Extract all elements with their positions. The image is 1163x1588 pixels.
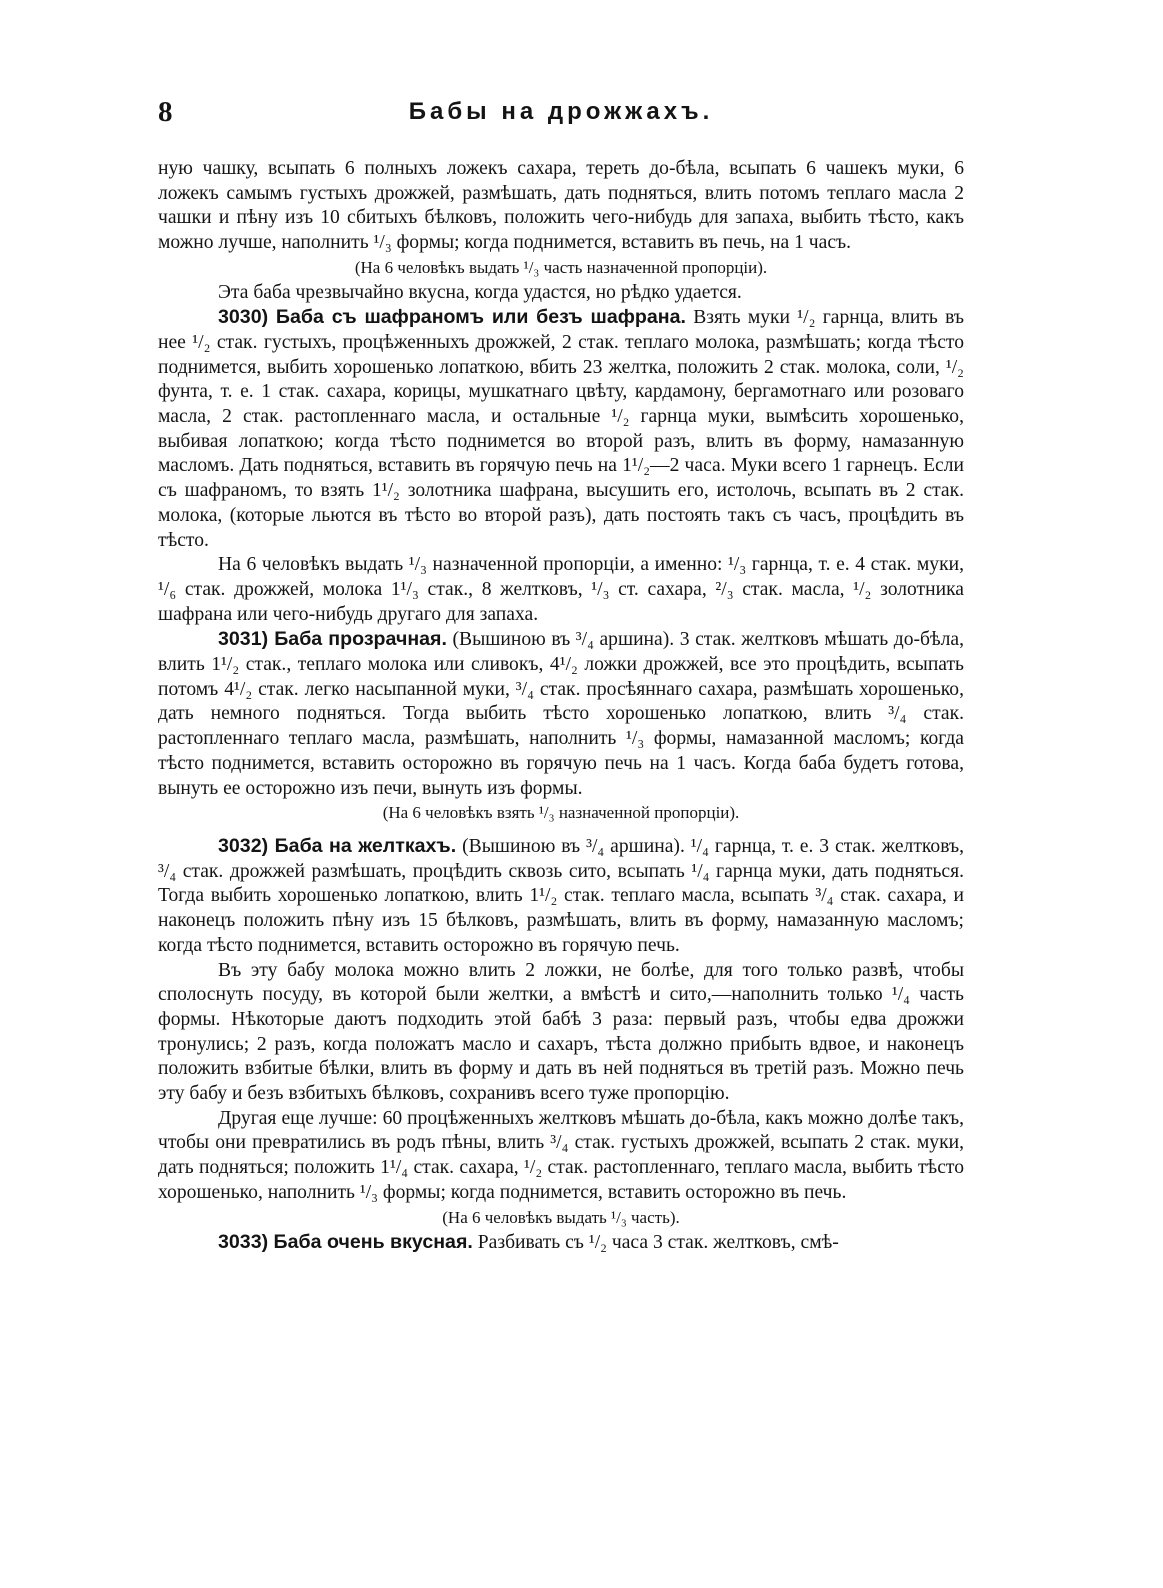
body-text <box>158 157 964 1256</box>
note-text: (На 6 человѣкъ выдать ¹/₃ часть). <box>442 1207 680 1227</box>
recipe-heading: 3031) Баба прозрачная. <box>218 628 447 651</box>
portion-note <box>158 1206 964 1231</box>
paragraph-text: Въ эту бабу молока можно влить 2 ложки, не болѣе, для того только развѣ, чтобы сполоснуть посуду, въ которой были желтки, а вмѣстѣ и сито,—наполнить только ¹/₄ часть формы. Нѣкоторые даютъ подходить этой бабѣ 3 раза: первый разъ, чтобы едва дрожжи тронулись; 2 разъ, когда положатъ масло и сахаръ, тѣста должно прибыть вдвое, и наконецъ положить взбитые бѣлки, влить въ форму и дать въ ней подняться въ третій разъ. Можно печь эту бабу и безъ взбитыхъ бѣлковъ, сохранивъ всего туже пропорцію. <box>158 959 964 1105</box>
recipe-text: Взять муки ¹/₂ гарнца, влить въ нее ¹/₂ стак. густыхъ, процѣженныхъ дрожжей, 2 стак. теплаго молока, размѣшать; когда тѣсто поднимется, выбить хорошенько лопаткою, вбить 23 желтка, положить 2 стак. молока, соли, ¹/₂ фунта, т. е. 1 стак. сахара, корицы, мушкатнаго цвѣту, кардамону, бергамотнаго или розоваго масла, 2 стак. растопленнаго масла, и остальные ¹/₂ гарнца муки, вымѣсить хорошенько, выбивая лопаткою; когда тѣсто поднимется во второй разъ, влить въ форму, намазанную масломъ. Дать подняться, вставить въ горячую печь на 1¹/₂—2 часа. Муки всего 1 гарнецъ. Если съ шафраномъ, то взять 1¹/₂ золотника шафрана, высушить его, истолочь, всыпать въ 2 стак. молока, (которые льются въ тѣсто во второй разъ), дать постоять такъ съ часъ, процѣдить въ тѣсто. <box>158 307 964 551</box>
paragraph-text: На 6 человѣкъ выдать ¹/₃ назначенной пропорціи, а именно: ¹/₃ гарнца, т. е. 4 стак. муки, ¹/₆ стак. дрожжей, молока 1¹/₃ стак., 8 желтковъ, ¹/₃ ст. сахара, ²/₃ стак. масла, ¹/₂ золотника шафрана или чего-нибудь другаго для запаха. <box>158 554 964 625</box>
paragraph-variant <box>158 1107 964 1206</box>
portion-paragraph <box>158 553 964 627</box>
running-title: Бабы на дрожжахъ. <box>408 98 714 125</box>
recipe-3033 <box>158 1230 964 1256</box>
paragraph-text: Другая еще лучше: 60 процѣженныхъ желтковъ мѣшать до-бѣла, какъ можно долѣе такъ, чтобы они превратились въ родъ пѣны, влить ³/₄ стак. густыхъ дрожжей, всыпать 2 стак. муки, дать подняться; положить 1¹/₄ стак. сахара, ¹/₂ стак. растопленнаго, теплаго масла, выбить тѣсто хорошенько, наполнить ¹/₃ формы; когда поднимется, вставить осторожно въ печь. <box>158 1107 964 1203</box>
recipe-heading: 3032) Баба на желткахъ. <box>218 834 457 857</box>
recipe-text: (Вышиною въ ³/₄ аршина). 3 стак. желтковъ мѣшать до-бѣла, влить 1¹/₂ стак., теплаго молока или сливокъ, 4¹/₂ ложки дрожжей, все это процѣдить, всыпать потомъ 4¹/₂ стак. легко насыпанной муки, ³/₄ стак. просѣяннаго сахара, размѣшать хорошенько, дать немного подняться. Тогда выбить тѣсто хорошенько лопаткою, влить ³/₄ стак. растопленнаго теплаго масла, размѣшать, наполнить ¹/₃ формы, намазанной масломъ; когда тѣсто поднимется, вставить осторожно въ горячую печь на 1 часъ. Когда баба будетъ готова, вынуть ее осторожно изъ печи, вынуть изъ формы. <box>158 629 964 799</box>
recipe-heading: 3033) Баба очень вкусная. <box>218 1231 473 1254</box>
portion-note <box>158 256 964 281</box>
recipe-3030 <box>158 305 964 553</box>
recipe-3032 <box>158 834 964 959</box>
note-text: (На 6 человѣкъ выдать ¹/₃ часть назначенной пропорціи). <box>354 257 768 277</box>
recipe-text: (Вышиною въ ³/₄ аршина). ¹/₄ гарнца, т. е. 3 стак. желтковъ, ³/₄ стак. дрожжей размѣшать, процѣдить сквозь сито, всыпать ¹/₄ гарнца муки, дать подняться. Тогда выбить хорошенько лопаткою, влить 1¹/₂ стак. теплаго масла, всыпать ³/₄ стак. сахара, и наконецъ положить пѣну изъ 15 бѣлковъ, размѣшать, влить въ форму, намазанную масломъ; когда тѣсто поднимется, вставить осторожно въ горячую печь. <box>158 835 965 956</box>
page-header <box>158 96 964 136</box>
paragraph-text: Эта баба чрезвычайно вкусна, когда удастся, но рѣдко удается. <box>218 281 742 303</box>
paragraph-remark <box>158 959 964 1107</box>
paragraph-continuation <box>158 157 964 256</box>
page-number: 8 <box>158 96 173 128</box>
portion-note <box>158 801 964 826</box>
note-text: (На 6 человѣкъ взять ¹/₃ назначенной пропорціи). <box>382 803 740 823</box>
paragraph-remark <box>158 281 964 306</box>
recipe-heading: 3030) Баба съ шафраномъ или безъ шафрана. <box>218 306 686 329</box>
recipe-text: Разбивать съ ¹/₂ часа 3 стак. желтковъ, смѣ- <box>477 1232 839 1254</box>
recipe-3031 <box>158 627 964 801</box>
paragraph-text: ную чашку, всыпать 6 полныхъ ложекъ сахара, тереть до-бѣла, всыпать 6 чашекъ муки, 6 ложекъ самымъ густыхъ дрожжей, размѣшать, дать подняться, влить потомъ теплаго масла 2 чашки и пѣну изъ 10 сбитыхъ бѣлковъ, положить чего-нибудь для запаха, выбить тѣсто, какъ можно лучше, наполнить ¹/₃ формы; когда поднимется, вставить въ печь, на 1 часъ. <box>158 158 964 254</box>
